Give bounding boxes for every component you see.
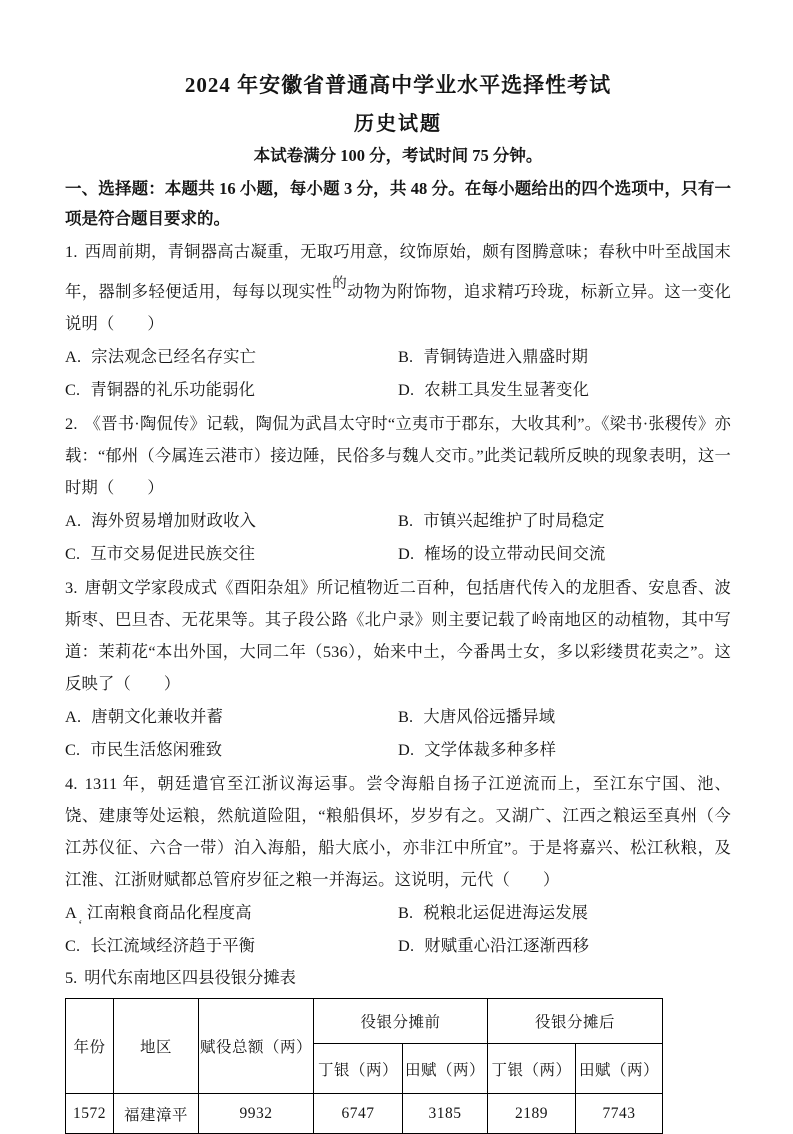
option-label: D. xyxy=(398,544,415,563)
question-1-inserted-char: 的 xyxy=(332,276,347,292)
col-header-year: 年份 xyxy=(66,999,114,1094)
col-header-after-allocation: 役银分摊后 xyxy=(488,999,663,1044)
question-4-options xyxy=(65,896,731,962)
stray-ink-mark: ‘ xyxy=(78,918,83,933)
cell-tian-before: 3185 xyxy=(403,1094,488,1134)
option-label: B. xyxy=(398,511,414,530)
option-label: A. xyxy=(65,707,82,726)
option-label: C. xyxy=(65,936,81,955)
question-1-number: 1. xyxy=(65,242,78,261)
option-text: 农耕工具发生显著变化 xyxy=(424,380,590,399)
option-text: 唐朝文化兼收并蓄 xyxy=(91,707,224,726)
option-text: 大唐风俗远播异域 xyxy=(423,707,556,726)
question-1-option-a xyxy=(65,340,398,373)
option-text: 榷场的设立带动民间交流 xyxy=(424,544,606,563)
col-header-region: 地区 xyxy=(114,999,199,1094)
option-label: A. xyxy=(65,347,82,366)
option-text: 市镇兴起维护了时局稳定 xyxy=(423,511,605,530)
question-2-stem xyxy=(65,408,731,504)
question-3-option-c xyxy=(65,733,398,766)
question-3-number: 3. xyxy=(65,578,78,597)
role-silver-allocation-table xyxy=(65,998,663,1134)
option-label: A. xyxy=(65,511,82,530)
question-2-option-d xyxy=(398,537,731,570)
exam-title: 2024 年安徽省普通高中学业水平选择性考试 xyxy=(184,73,612,97)
option-text: 税粮北运促进海运发展 xyxy=(423,903,589,922)
question-1-option-d xyxy=(398,373,731,406)
question-5-caption xyxy=(65,962,731,994)
exam-subject-title: 历史试题 xyxy=(354,113,442,135)
question-1-option-b xyxy=(398,340,731,373)
option-text: 文学体裁多种多样 xyxy=(424,740,557,759)
option-label: A xyxy=(65,903,77,922)
question-4-stem-text: 1311 年，朝廷遣官至江浙议海运事。尝令海船自扬子江逆流而上，至江东宁国、池、饶、建康等处运粮，然航道险阻，“粮船俱坏，岁岁有之。又湖广、江西之粮运至真州（今江苏仪征、六合一带）泊入海船，船大底小，亦非江中所宜”。于是将嘉兴、松江秋粮，及江淮、江浙财赋都总管府岁征之粮一并海运。这说明，元代（ ） xyxy=(65,774,731,889)
question-3 xyxy=(65,572,731,766)
question-5-table-title: 明代东南地区四县役银分摊表 xyxy=(84,968,296,987)
question-1 xyxy=(65,236,731,406)
question-2-option-b xyxy=(398,504,731,537)
question-4-option-a xyxy=(65,896,398,933)
col-subheader-land-tax-before: 田赋（两） xyxy=(403,1044,488,1094)
table-header-row-1 xyxy=(66,999,663,1044)
option-text: 互市交易促进民族交往 xyxy=(90,544,256,563)
option-text: 宗法观念已经名存实亡 xyxy=(91,347,257,366)
col-subheader-ding-silver-before: 丁银（两） xyxy=(314,1044,403,1094)
option-label: C. xyxy=(65,740,81,759)
question-1-option-c xyxy=(65,373,398,406)
cell-year: 1572 xyxy=(66,1094,114,1134)
question-3-option-b xyxy=(398,700,731,733)
exam-info-line: 本试卷满分 100 分，考试时间 75 分钟。 xyxy=(253,146,543,165)
cell-ding-after: 2189 xyxy=(488,1094,576,1134)
col-subheader-ding-silver-after: 丁银（两） xyxy=(488,1044,576,1094)
option-label: B. xyxy=(398,347,414,366)
option-text: 长江流域经济趋于平衡 xyxy=(90,936,256,955)
question-5-number: 5. xyxy=(65,968,78,987)
question-4-option-b xyxy=(398,896,731,929)
cell-ding-before: 6747 xyxy=(314,1094,403,1134)
question-4-option-d xyxy=(398,929,731,962)
section-instructions: 一、选择题：本题共 16 小题，每小题 3 分，共 48 分。在每小题给出的四个选项中，只有一项是符合题目要求的。 xyxy=(65,179,731,228)
question-1-stem-after: 动物为附饰物，追求精巧玲珑，标新立异。这一变化说明（ ） xyxy=(65,282,731,333)
question-3-option-d xyxy=(398,733,731,766)
table-row xyxy=(66,1094,663,1134)
question-2-number: 2. xyxy=(65,414,78,433)
question-4 xyxy=(65,768,731,962)
option-label: D. xyxy=(398,740,415,759)
question-1-stem-before: 西周前期，青铜器高古凝重，无取巧用意，纹饰原始，颇有图腾意味；春秋中叶至战国末年，器制多轻便适用，每每以现实性 xyxy=(65,242,731,301)
option-text: 海外贸易增加财政收入 xyxy=(91,511,257,530)
question-2 xyxy=(65,408,731,570)
question-4-option-c xyxy=(65,929,398,962)
option-label: D. xyxy=(398,936,415,955)
question-2-option-c xyxy=(65,537,398,570)
question-2-option-a xyxy=(65,504,398,537)
cell-tian-after: 7743 xyxy=(576,1094,663,1134)
cell-total: 9932 xyxy=(199,1094,314,1134)
question-3-option-a xyxy=(65,700,398,733)
col-header-total: 赋役总额（两） xyxy=(199,999,314,1094)
option-text: 财赋重心沿江逐渐西移 xyxy=(424,936,590,955)
question-3-stem xyxy=(65,572,731,700)
option-label: B. xyxy=(398,903,414,922)
col-subheader-land-tax-after: 田赋（两） xyxy=(576,1044,663,1094)
question-2-stem-text: 《晋书·陶侃传》记载，陶侃为武昌太守时“立夷市于郡东，大收其利”。《梁书·张稷传》亦载：“郁州（今属连云港市）接边陲，民俗多与魏人交市。”此类记载所反映的现象表明，这一时期（ ） xyxy=(65,414,731,497)
question-4-stem xyxy=(65,768,731,896)
question-2-options xyxy=(65,504,731,570)
option-text: 青铜器的礼乐功能弱化 xyxy=(90,380,256,399)
option-label: C. xyxy=(65,544,81,563)
option-label: C. xyxy=(65,380,81,399)
cell-region: 福建漳平 xyxy=(114,1094,199,1134)
option-text: 青铜铸造进入鼎盛时期 xyxy=(423,347,589,366)
option-text: 江南粮食商品化程度高 xyxy=(86,903,252,922)
option-text: 市民生活悠闲雅致 xyxy=(90,740,223,759)
question-3-options xyxy=(65,700,731,766)
option-label: B. xyxy=(398,707,414,726)
question-1-stem xyxy=(65,236,731,340)
question-1-options xyxy=(65,340,731,406)
question-3-stem-text: 唐朝文学家段成式《酉阳杂俎》所记植物近二百种，包括唐代传入的龙胆香、安息香、波斯枣、巴旦杏、无花果等。其子段公路《北户录》则主要记载了岭南地区的动植物，其中写道：茉莉花“本出外国，大同二年（536），始来中土，今番禺士女，多以彩缕贯花卖之”。这反映了（ ） xyxy=(65,578,731,693)
question-4-number: 4. xyxy=(65,774,78,793)
option-label: D. xyxy=(398,380,415,399)
col-header-before-allocation: 役银分摊前 xyxy=(314,999,488,1044)
